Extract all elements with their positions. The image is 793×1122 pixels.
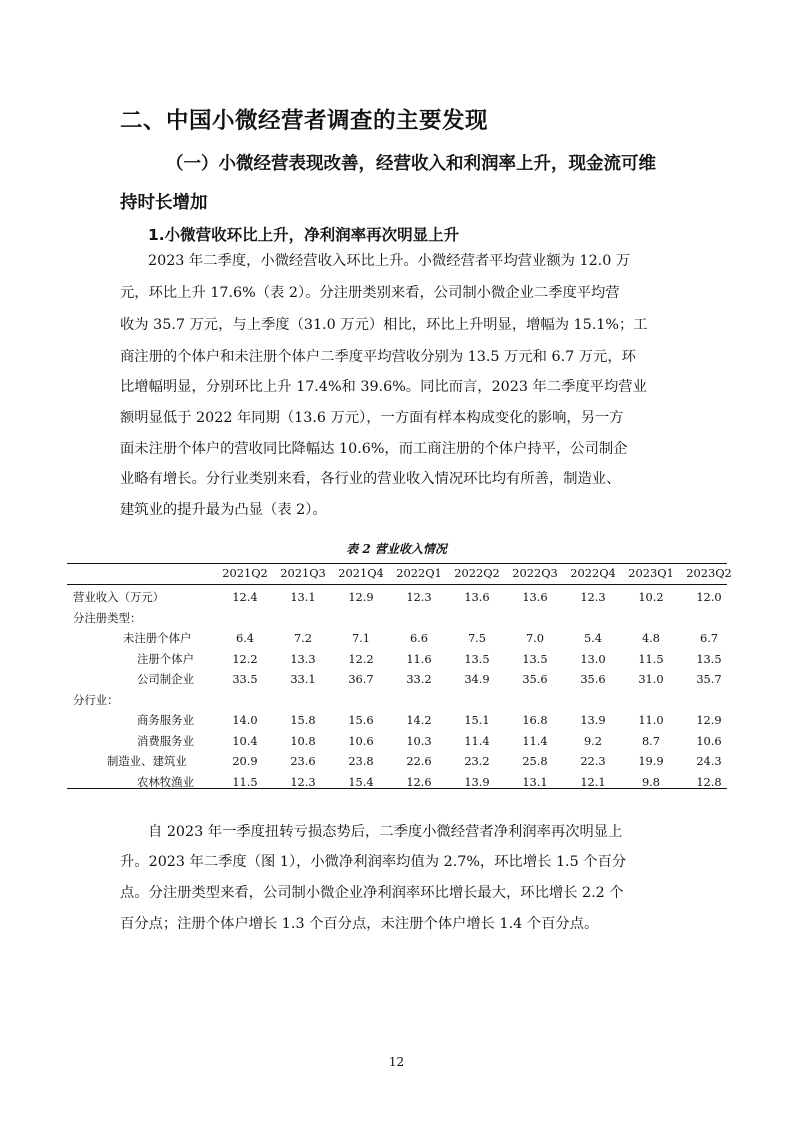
table-cell: 10.6 [348, 733, 374, 748]
row-label: 分注册类型： [73, 610, 142, 625]
table-row [67, 710, 727, 730]
column-header: 2022Q2 [454, 566, 500, 580]
paragraph-line: 升。2023 年二季度（图 1），小微净利润率均值为 2.7%，环比增长 1.5 个百分 [120, 854, 627, 870]
table-cell: 36.7 [348, 672, 374, 686]
table-cell: 12.4 [232, 590, 258, 604]
table-cell: 12.9 [348, 590, 374, 604]
table-cell: 14.0 [232, 713, 258, 727]
topic-heading: 1.小微营收环比上升，净利润率再次明显上升 [148, 226, 460, 244]
table-cell: 8.7 [641, 733, 661, 748]
subsection-heading-line2: 持时长增加 [120, 193, 208, 213]
table-cell: 12.9 [696, 713, 722, 727]
column-header: 2022Q4 [570, 566, 616, 580]
table-cell: 22.3 [580, 754, 606, 768]
table-cell: 34.9 [464, 672, 490, 686]
table-cell: 15.8 [290, 713, 316, 727]
table-cell: 12.2 [232, 651, 258, 666]
table-cell: 10.2 [638, 590, 664, 604]
table-cell: 11.5 [232, 774, 258, 789]
column-header: 2021Q2 [222, 566, 268, 580]
table-cell: 35.6 [522, 672, 548, 686]
table-caption: 表 2 营业收入情况 [346, 542, 447, 556]
column-header: 2021Q3 [280, 566, 326, 580]
column-header: 2022Q3 [512, 566, 558, 580]
paragraph-line: 百分点；注册个体户增长 1.3 个百分点，未注册个体户增长 1.4 个百分点。 [120, 916, 599, 932]
table-row [67, 669, 727, 689]
table-header-rule [67, 584, 727, 585]
table-cell: 10.4 [232, 733, 258, 748]
table-cell: 14.2 [406, 713, 432, 727]
table-cell: 35.7 [696, 672, 722, 686]
table-cell: 7.2 [293, 631, 313, 645]
section-heading: 二、中国小微经营者调查的主要发现 [120, 108, 489, 134]
table-cell: 20.9 [232, 754, 258, 768]
table-cell: 24.3 [696, 754, 722, 768]
table-row [67, 731, 727, 751]
row-label: 商务服务业 [137, 713, 194, 727]
table-cell: 19.9 [638, 754, 664, 768]
paragraph-line: 面未注册个体户的营收同比降幅达 10.6%，而工商注册的个体户持平，公司制企 [120, 441, 628, 457]
table-cell: 15.4 [348, 774, 374, 789]
table-cell: 4.8 [641, 631, 661, 645]
table-cell: 12.3 [290, 774, 316, 789]
table-cell: 22.6 [406, 754, 432, 768]
table-cell: 7.0 [525, 631, 545, 645]
table-cell: 13.6 [522, 590, 548, 604]
table-cell: 11.5 [638, 651, 664, 666]
table-row [67, 772, 727, 792]
table-cell: 23.2 [464, 754, 490, 768]
table-row [67, 628, 727, 648]
table-cell: 13.9 [580, 713, 606, 727]
table-cell: 23.6 [290, 754, 316, 768]
row-label: 营业收入（万元） [73, 590, 165, 604]
table-cell: 5.4 [583, 631, 603, 645]
table-cell: 12.0 [696, 590, 722, 604]
table-cell: 13.5 [522, 651, 548, 666]
column-header: 2023Q1 [628, 566, 674, 580]
paragraph-line: 额明显低于 2022 年同期（13.6 万元），一方面有样本构成变化的影响，另一方 [120, 410, 624, 426]
table-cell: 10.6 [696, 733, 722, 748]
table-cell: 16.8 [522, 713, 548, 727]
table-cell: 10.8 [290, 733, 316, 748]
table-cell: 12.3 [406, 590, 432, 604]
table-row [67, 690, 727, 710]
table-cell: 13.0 [580, 651, 606, 666]
page-number: 12 [388, 1055, 405, 1069]
column-header: 2022Q1 [396, 566, 442, 580]
table-row [67, 751, 727, 771]
table-cell: 13.6 [464, 590, 490, 604]
table-cell: 33.2 [406, 672, 432, 686]
paragraph-line: 点。分注册类型来看，公司制小微企业净利润率环比增长最大，环比增长 2.2 个 [120, 885, 624, 901]
table-cell: 33.1 [290, 672, 316, 686]
table-cell: 13.5 [464, 651, 490, 666]
table-cell: 33.5 [232, 672, 258, 686]
paragraph-line: 商注册的个体户和未注册个体户二季度平均营收分别为 13.5 万元和 6.7 万元，环 [120, 349, 636, 365]
table-cell: 13.5 [696, 651, 722, 666]
paragraph-line: 比增幅明显，分别环比上升 17.4%和 39.6%。同比而言，2023 年二季度平均营业 [120, 379, 647, 395]
column-header: 2021Q4 [338, 566, 384, 580]
table-cell: 6.7 [699, 631, 719, 645]
row-label: 分行业： [73, 692, 119, 707]
table-cell: 31.0 [638, 672, 664, 686]
table-cell: 13.3 [290, 651, 316, 666]
table-cell: 6.4 [235, 631, 255, 645]
table-cell: 11.0 [638, 713, 664, 727]
paragraph-line: 业略有增长。分行业类别来看，各行业的营业收入情况环比均有所善，制造业、 [120, 471, 621, 487]
table-cell: 13.9 [464, 774, 490, 789]
table-cell: 9.8 [641, 774, 661, 789]
table-cell: 12.3 [580, 590, 606, 604]
table-cell: 25.8 [522, 754, 548, 768]
paragraph-line: 收为 35.7 万元，与上季度（31.0 万元）相比，环比上升明显，增幅为 15.1%；工 [120, 317, 648, 333]
column-header: 2023Q2 [686, 566, 732, 580]
table-cell: 13.1 [522, 774, 548, 789]
table-cell: 12.1 [580, 774, 606, 789]
table-cell: 15.1 [464, 713, 490, 727]
table-header-row [67, 563, 732, 583]
table-row [67, 608, 727, 628]
table-cell: 11.6 [406, 651, 432, 666]
row-label: 农林牧渔业 [137, 774, 194, 789]
paragraph-line: 元，环比上升 17.6%（表 2）。分注册类别来看，公司制小微企业二季度平均营 [120, 285, 620, 301]
row-label: 注册个体户 [137, 651, 194, 666]
row-label: 未注册个体户 [123, 631, 192, 645]
table-row [67, 649, 727, 669]
table-cell: 9.2 [583, 733, 603, 748]
table-cell: 23.8 [348, 754, 374, 768]
table-cell: 12.8 [696, 774, 722, 789]
subsection-heading-line1: （一）小微经营表现改善，经营收入和利润率上升，现金流可维 [166, 154, 656, 174]
table-cell: 7.1 [351, 631, 371, 645]
paragraph-line: 2023 年二季度，小微经营收入环比上升。小微经营者平均营业额为 12.0 万 [148, 253, 631, 269]
table-cell: 11.4 [522, 733, 548, 748]
paragraph-line: 自 2023 年一季度扭转亏损态势后，二季度小微经营者净利润率再次明显上 [148, 824, 623, 840]
row-label: 公司制企业 [137, 672, 194, 686]
table-cell: 10.3 [406, 733, 432, 748]
table-cell: 12.2 [348, 651, 374, 666]
table-cell: 35.6 [580, 672, 606, 686]
table-cell: 7.5 [467, 631, 487, 645]
table-row [67, 587, 727, 607]
paragraph-line: 建筑业的提升最为凸显（表 2）。 [120, 502, 327, 518]
table-cell: 11.4 [464, 733, 490, 748]
table-cell: 13.1 [290, 590, 316, 604]
row-label: 消费服务业 [137, 733, 194, 748]
table-cell: 6.6 [409, 631, 429, 645]
table-cell: 12.6 [406, 774, 432, 789]
row-label: 制造业、建筑业 [107, 754, 187, 768]
table-cell: 15.6 [348, 713, 374, 727]
